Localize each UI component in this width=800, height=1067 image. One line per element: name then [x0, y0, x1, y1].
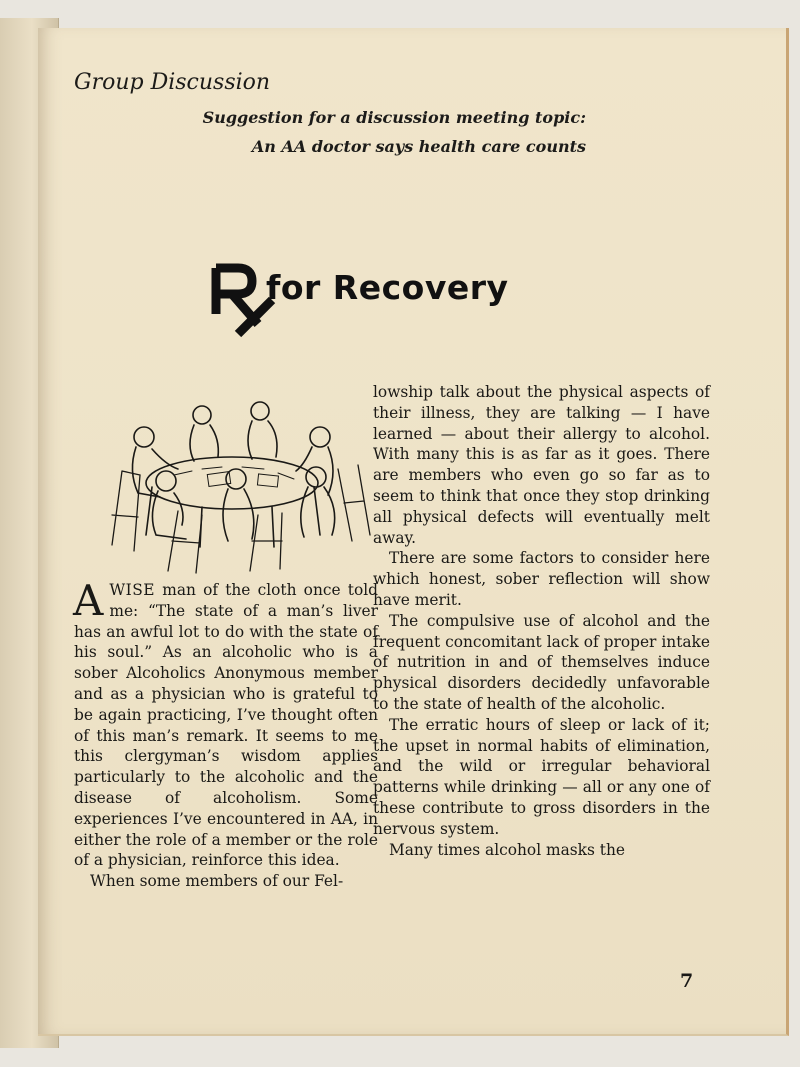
paragraph-1 — [73, 576, 378, 871]
paragraph-2: When some members of our Fel- — [90, 872, 344, 891]
group-discussion-illustration — [82, 375, 374, 575]
drop-cap: A — [73, 576, 104, 625]
subtitle-line-2: An AA doctor says health care counts — [251, 137, 586, 156]
paragraph-6: Many times alcohol masks the — [389, 840, 625, 859]
article-column-left — [73, 576, 378, 892]
section-heading: Group Discussion — [74, 70, 271, 95]
paragraph-4: The compulsive use of alcohol and the frequent concomitant lack of proper intake of nutrition in and of themselves induce physical disorders decidedly unfavorable to the state of health of the alcoholic. — [373, 611, 710, 713]
article-title — [208, 262, 588, 342]
paragraph-5: The erratic hours of sleep or lack of it; the upset in normal habits of elimination, and the wild or irregular behavioral patterns while drinking — all or any one of these contribute to gross disorders in the nervous system. — [373, 715, 710, 838]
paragraph-continued: lowship talk about the physical aspects of their illness, they are talking — I have learned — about their allergy to alcohol. With many this is as far as it goes. There are members who even go so far as to seem to think that once they stop drinking all physical defects will eventually melt away. — [373, 383, 710, 547]
subtitle-line-1: Suggestion for a discussion meeting topic: — [202, 108, 586, 127]
paragraph-1-text: man of the cloth once told me: “The state of a man’s liver has an awful lot to do with the state of his soul.” As an alcoholic who is a sober Alcoholics Anonymous member and as a physician who is grateful to be again practicing, I’ve thought often of this man’s remark. It seems to me this clergyman’s wisdom applies particularly to the alcoholic and the disease of alcoholism. Some experiences I’ve encountered in AA, in either the role of a member or the role of a physician, reinforce this idea. — [74, 581, 378, 870]
article-column-right — [373, 382, 710, 860]
paragraph-3: There are some factors to consider here which honest, sober reflection will show have merit. — [373, 549, 710, 609]
article-title-text: for Recovery — [266, 268, 509, 307]
page-number: 7 — [680, 970, 694, 992]
lead-smallcaps: WISE — [109, 581, 156, 599]
